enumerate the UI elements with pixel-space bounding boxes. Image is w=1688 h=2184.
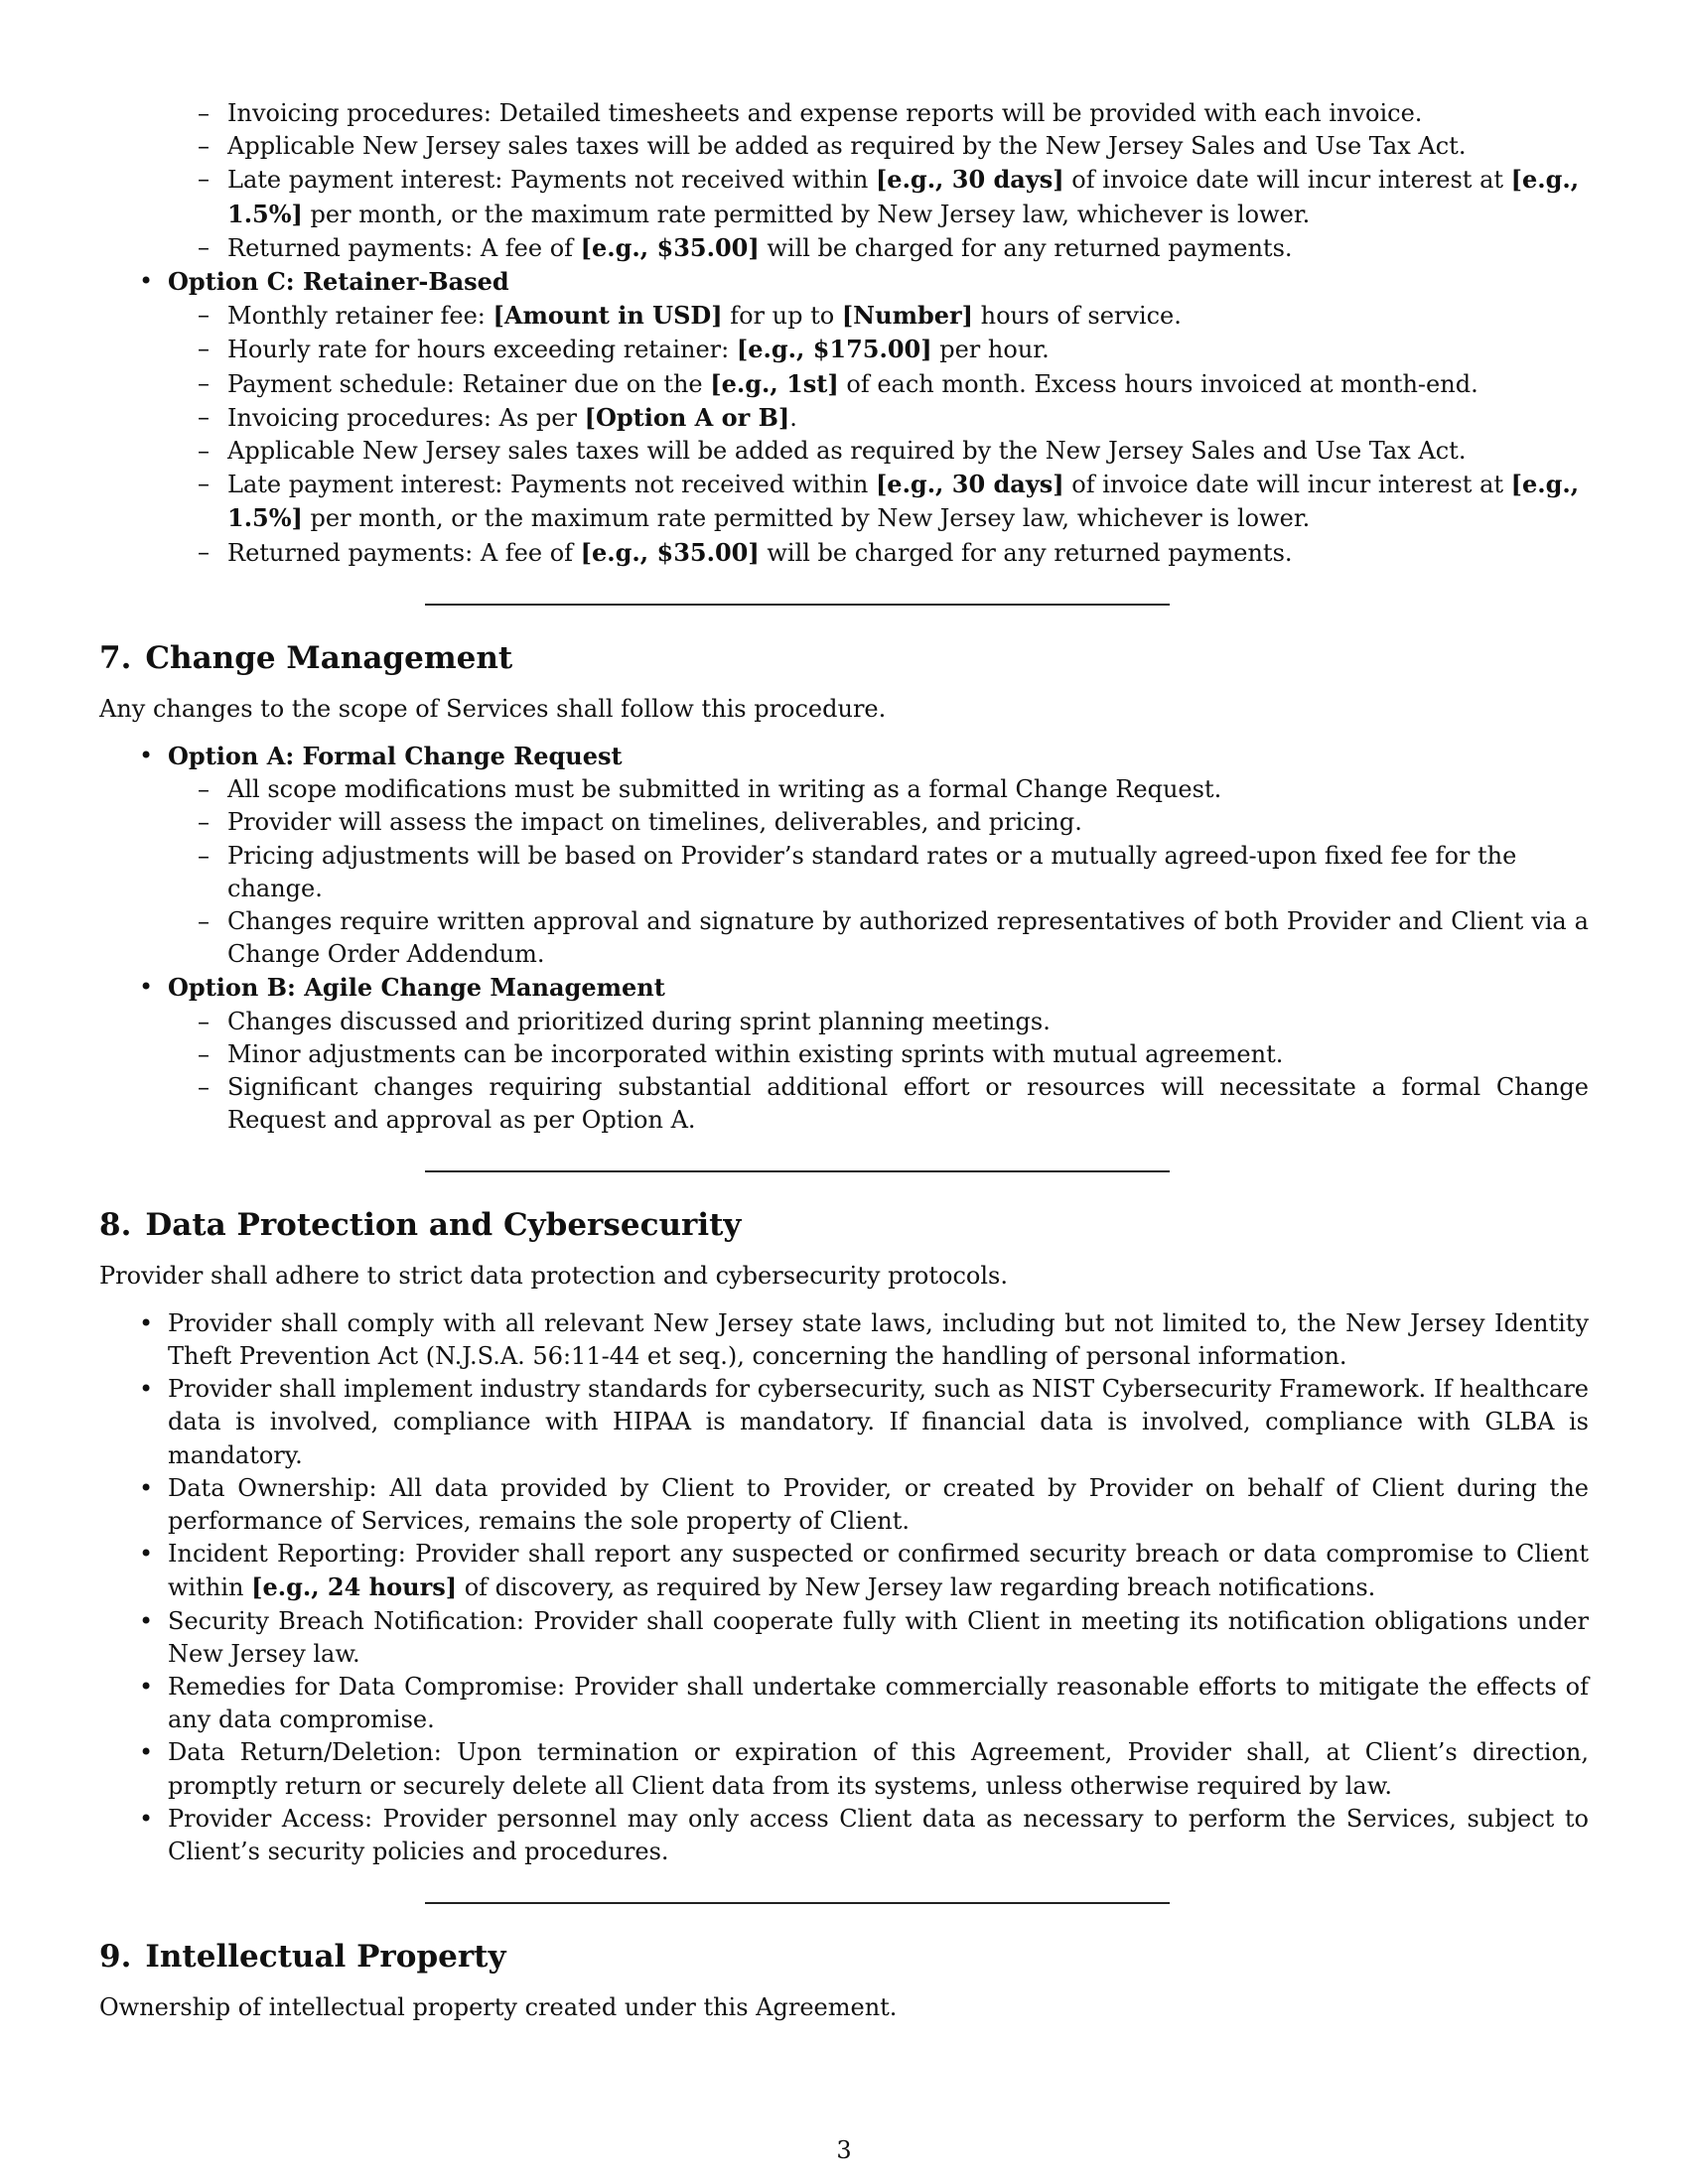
section-8-intro: Provider shall adhere to strict data protection and cybersecurity protocols. [99,1262,1008,1291]
document-page [99,97,1589,2038]
option-b-continuation-list [99,97,1589,265]
list-item: – Returned payments: A fee of [e.g., $35.00] will be charged for any returned payments. [168,536,1589,570]
list-item: – Invoicing procedures: As per [Option A or B]. [168,401,1589,435]
list-item: – All scope modifications must be submitted in writing as a formal Change Request. [168,773,1589,806]
list-item: – Minor adjustments can be incorporated within existing sprints with mutual agreement. [168,1038,1589,1071]
list-item: – Monthly retainer fee: [Amount in USD] for up to [Number] hours of service. [168,299,1589,333]
section-8-list [99,1307,1589,1868]
section-divider [425,604,1170,606]
option-c-list [99,265,1589,570]
section-7-heading: 7. Change Management [99,639,513,676]
section-7-options [99,740,1589,1137]
list-item: – Provider will assess the impact on timelines, deliverables, and pricing. [168,806,1589,839]
list-item: – Pricing adjustments will be based on Provider’s standard rates or a mutually agreed-upon fixed fee for the change. [168,840,1589,905]
option-c-title: Option C: Retainer-Based [168,267,509,297]
list-item: – Significant changes requiring substantial additional effort or resources will necessitate a formal Change Request and approval as per Option A. [168,1071,1589,1137]
list-item: – Late payment interest: Payments not received within [e.g., 30 days] of invoice date will incur interest at [e.g., 1.5%] per month, or the maximum rate permitted by New Jersey law, whichever is lower. [168,468,1589,535]
section-divider [425,1902,1170,1904]
list-item: • Data Return/Deletion: Upon termination or expiration of this Agreement, Provider shall, at Client’s direction, promptly return or securely delete all Client data from its systems, unless otherwise required by law. [99,1736,1589,1802]
list-item: – Returned payments: A fee of [e.g., $35.00] will be charged for any returned payments. [99,231,1589,265]
section-divider [425,1170,1170,1172]
list-item: • Security Breach Notification: Provider shall cooperate fully with Client in meeting its notification obligations under New Jersey law. [99,1605,1589,1671]
section-9-intro: Ownership of intellectual property created under this Agreement. [99,1993,898,2022]
list-item: • Data Ownership: All data provided by Client to Provider, or created by Provider on behalf of Client during the performance of Services, remains the sole property of Client. [99,1472,1589,1538]
list-item: – Hourly rate for hours exceeding retainer: [e.g., $175.00] per hour. [168,333,1589,366]
list-item: – Late payment interest: Payments not received within [e.g., 30 days] of invoice date will incur interest at [e.g., 1.5%] per month, or the maximum rate permitted by New Jersey law, whichever is lower. [99,163,1589,230]
section-9-heading: 9. Intellectual Property [99,1939,506,1976]
list-item: • Provider shall implement industry standards for cybersecurity, such as NIST Cybersecurity Framework. If healthcare data is involved, compliance with HIPAA is mandatory. If financial data is involved, compliance with GLBA is mandatory. [99,1373,1589,1472]
option-b: • Option B: Agile Change Management – Changes discussed and prioritized during sprint planning meetings. – Minor adjustments can be incorporated within existing sprints with mutual agreement. – Significant changes requiring substantial additional effort or resources will necessitate a formal Change Request and approval as per Option A. [99,971,1589,1137]
list-item: – Payment schedule: Retainer due on the [e.g., 1st] of each month. Excess hours invoiced at month-end. [168,367,1589,401]
list-item: – Changes discussed and prioritized during sprint planning meetings. [168,1006,1589,1038]
list-item: • Provider shall comply with all relevant New Jersey state laws, including but not limited to, the New Jersey Identity Theft Prevention Act (N.J.S.A. 56:11-44 et seq.), concerning the handling of personal information. [99,1307,1589,1373]
list-item: – Changes require written approval and signature by authorized representatives of both Provider and Client via a Change Order Addendum. [168,905,1589,971]
list-item: • Remedies for Data Compromise: Provider shall undertake commercially reasonable efforts to mitigate the effects of any data compromise. [99,1671,1589,1736]
section-7-intro: Any changes to the scope of Services shall follow this procedure. [99,694,887,723]
list-item: – Applicable New Jersey sales taxes will be added as required by the New Jersey Sales and Use Tax Act. [168,435,1589,468]
list-item: • Provider Access: Provider personnel may only access Client data as necessary to perform the Services, subject to Client’s security policies and procedures. [99,1803,1589,1868]
section-8-heading: 8. Data Protection and Cybersecurity [99,1207,742,1244]
page-number: 3 [836,2136,852,2164]
option-c [99,265,1589,570]
list-item: – Applicable New Jersey sales taxes will be added as required by the New Jersey Sales and Use Tax Act. [99,130,1589,163]
list-item: – Invoicing procedures: Detailed timesheets and expense reports will be provided with each invoice. [99,97,1589,130]
option-a: • Option A: Formal Change Request – All scope modifications must be submitted in writing as a formal Change Request. – Provider will assess the impact on timelines, deliverables, and pricing. – Pricing adjustments will be based on Provider’s standard rates or a mutually agreed-upon fixed fee for the change. – Changes require written approval and signature by authorized representatives of both Provider and Client via a Change Order Addendum. [99,740,1589,971]
list-item: • Incident Reporting: Provider shall report any suspected or confirmed security breach or data compromise to Client within [e.g., 24 hours] of discovery, as required by New Jersey law regarding breach notifications. [99,1538,1589,1604]
